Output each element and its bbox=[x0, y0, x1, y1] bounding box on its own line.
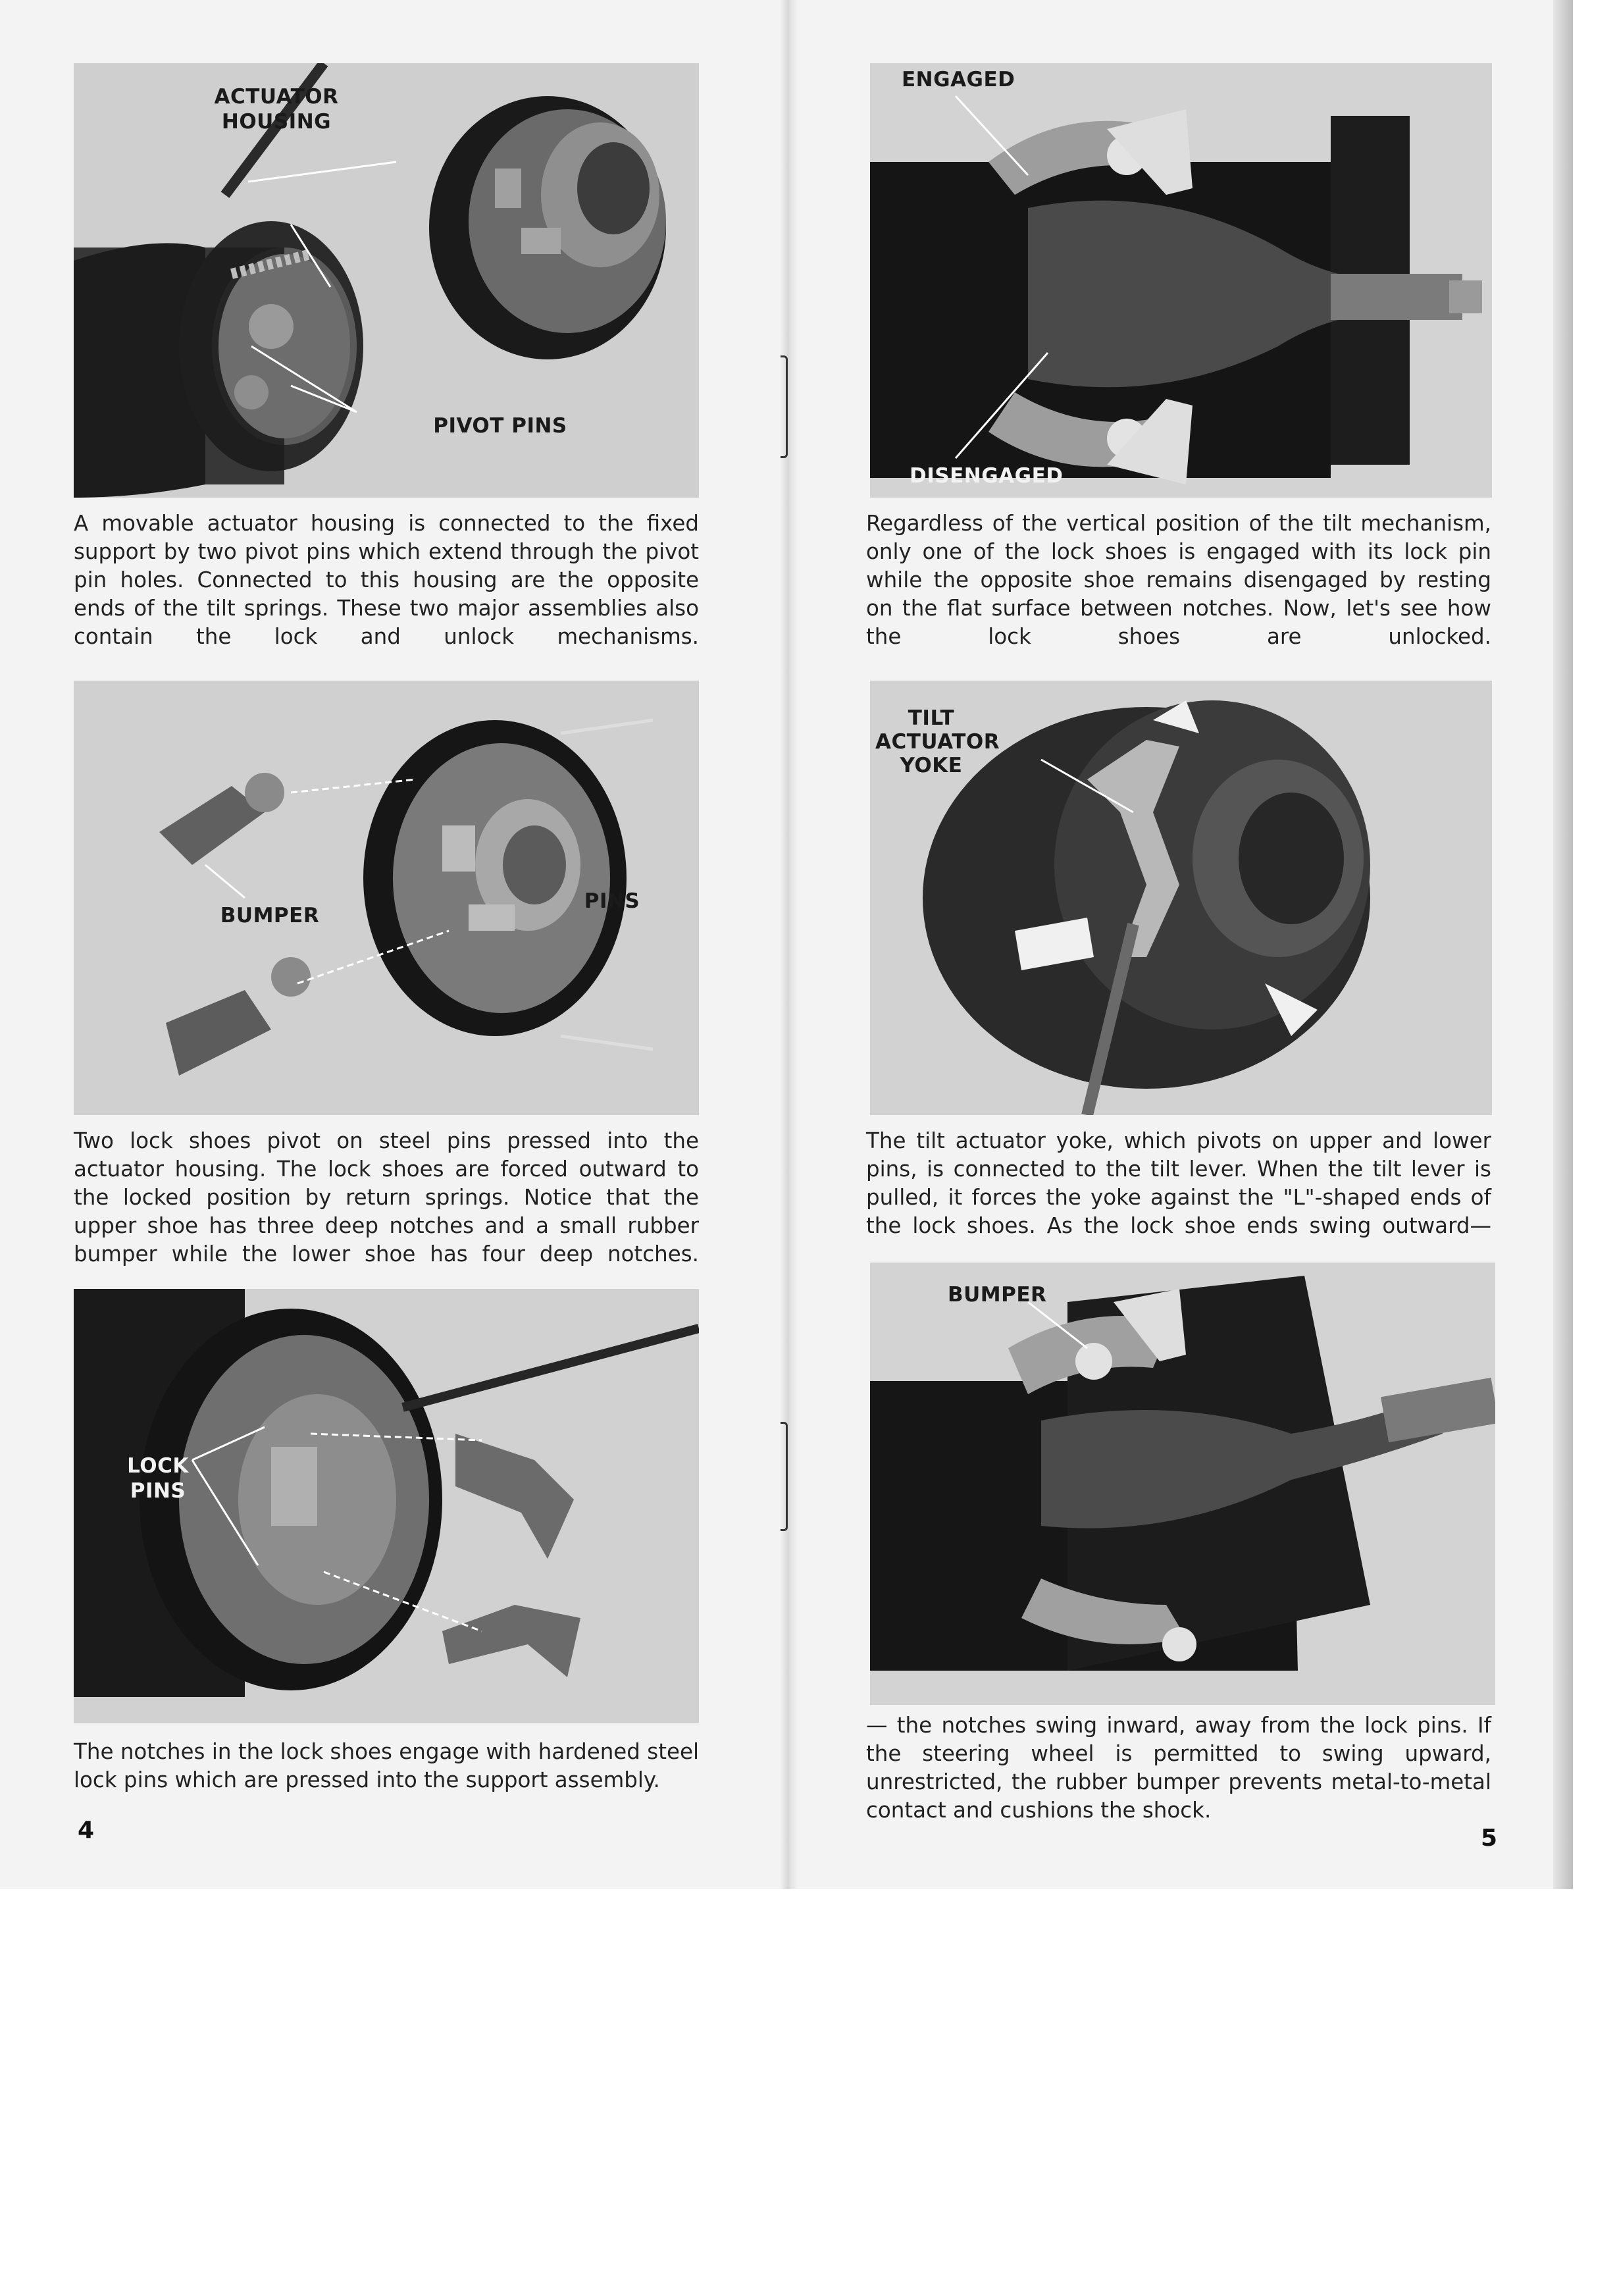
tilt-actuator-yoke-caption: The tilt actuator yoke, which pivots on upper and lower pins, is connected to the tilt lever. When the tilt lever is pulled, it forces the yoke against the "L"-shaped ends of the lock shoes. As the lock shoe ends swing outward— bbox=[866, 1128, 1491, 1238]
pins-callout: PINS bbox=[584, 889, 640, 913]
bumper-callout-left: BUMPER bbox=[220, 904, 320, 927]
disengaged-callout: DISENGAGED bbox=[910, 464, 1064, 488]
actuator-housing-figure bbox=[74, 63, 699, 498]
page-edge-shadow bbox=[1553, 0, 1573, 1889]
engaged-disengaged-figure bbox=[870, 63, 1492, 498]
lock-pins-callout: LOCK PINS bbox=[127, 1454, 189, 1503]
bumper-figure bbox=[870, 1263, 1495, 1705]
page-number-left: 4 bbox=[78, 1817, 95, 1844]
upper-staple bbox=[781, 355, 788, 458]
tilt-actuator-yoke-callout: TILT ACTUATOR YOKE bbox=[875, 706, 1000, 777]
pivot-pins-callout: PIVOT PINS bbox=[433, 414, 567, 438]
lock-pins-caption: The notches in the lock shoes engage with hardened steel lock pins which are pressed into the support assembly. bbox=[74, 1739, 699, 1792]
center-fold bbox=[780, 0, 798, 1889]
engaged-callout: ENGAGED bbox=[902, 68, 1015, 91]
lower-staple bbox=[781, 1422, 788, 1531]
bumper-callout-right: BUMPER bbox=[948, 1283, 1047, 1307]
bumper-caption: — the notches swing inward, away from the lock pins. If the steering wheel is permitted to swing upward, unrestricted, the rubber bumper prevents metal-to-metal contact and cushions the shock. bbox=[866, 1713, 1491, 1823]
lock-shoes-caption: Two lock shoes pivot on steel pins pressed into the actuator housing. The lock shoes are forced outward to the locked position by return springs. Notice that the upper shoe has three deep notches and a small rubber bumper while the lower shoe has four deep notches. bbox=[74, 1128, 699, 1266]
lock-pins-figure bbox=[74, 1289, 699, 1723]
actuator-housing-caption: A movable actuator housing is connected to the fixed support by two pivot pins which extend through the pivot pin holes. Connected to this housing are the opposite ends of the tilt springs. These two major assemblies also contain the lock and unlock mechanisms. bbox=[74, 511, 699, 649]
engaged-caption: Regardless of the vertical position of the tilt mechanism, only one of the lock shoes is engaged with its lock pin while the opposite shoe remains disengaged by resting on the flat surface between notches. Now, let's see how the lock shoes are unlocked. bbox=[866, 511, 1491, 649]
actuator-housing-callout: ACTUATOR HOUSING bbox=[214, 85, 339, 134]
page-number-right: 5 bbox=[1481, 1825, 1498, 1852]
